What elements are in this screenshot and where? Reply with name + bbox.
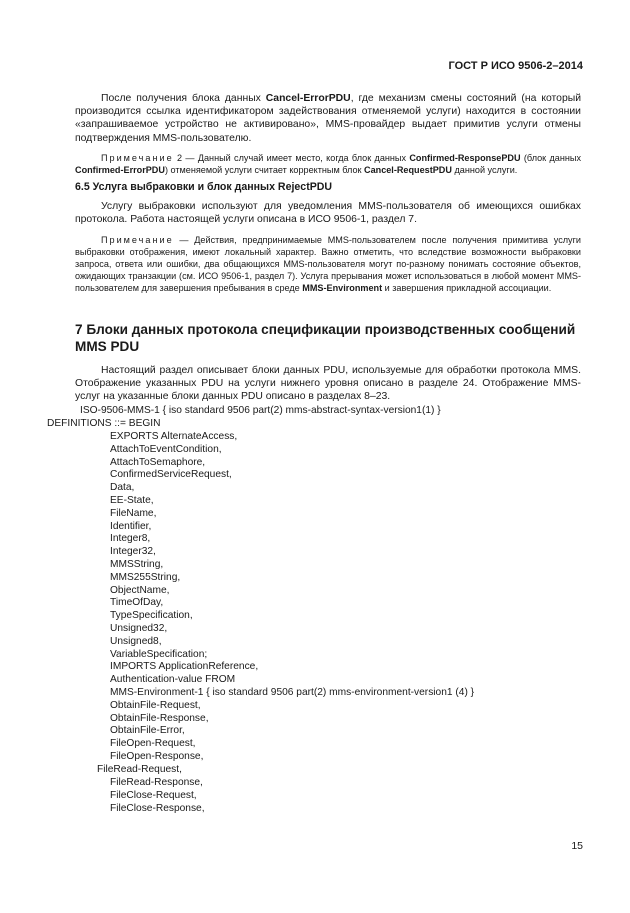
asn1-module-line: ISO-9506-MMS-1 { iso standard 9506 part(2) mms-abstract-syntax-version1(1) }	[80, 405, 441, 416]
code-line: VariableSpecification;	[110, 648, 208, 660]
code-line: Integer8,	[110, 533, 151, 545]
code-line: FileClose-Request,	[110, 789, 197, 801]
code-line: FileOpen-Response,	[110, 750, 204, 762]
code-line: TypeSpecification,	[110, 610, 193, 622]
code-line: ObtainFile-Request,	[110, 699, 201, 711]
code-line: AttachToEventCondition,	[110, 443, 222, 455]
code-line: Unsigned8,	[110, 635, 162, 647]
code-line: MMS255String,	[110, 571, 181, 583]
section-7-heading: 7 Блоки данных протокола спецификации производственных сообщений MMS PDU	[75, 322, 576, 354]
code-line: AttachToSemaphore,	[110, 456, 206, 468]
code-line: FileRead-Response,	[110, 777, 203, 788]
code-line: MMS-Environment-1 { iso standard 9506 part(2) mms-environment-version1 (4) }	[110, 686, 475, 698]
asn1-export-import-list	[110, 431, 474, 764]
paragraph-cancel-error: После получения блока данных Cancel-ErrorPDU, где механизм смены состояний (на который производится ссылка идентификатором задействования отменяемой услуги) находится в состоянии «запрашиваемое устройство не активировано», MMS-провайдер выдает примитив услуги отмены подтверждения MMS-пользователю.	[75, 93, 581, 144]
code-line: IMPORTS ApplicationReference,	[110, 661, 259, 673]
note-2: Примечание 2 — Данный случай имеет место, когда блок данных Confirmed-ResponsePDU (блок данных Confirmed-ErrorPDU) отменяемой услуги считает корректным блок Cancel-RequestPDU данной услуги.	[75, 153, 581, 175]
code-line: ObjectName,	[110, 584, 170, 596]
note-label: Примечание	[101, 153, 174, 163]
note-reject: Примечание — Действия, предпринимаемые MMS-пользователем после получения примитива услуги выбраковки отображения, имеют локальный характер. Важно отметить, что вследствие возможности выбраковки запроса, ответа или ошибки, два общающихся MMS-пользователя могут по-разному понимать состояние объектов, ожидающих транзакции (см. ИСО 9506-1, раздел 7). Услуга прерывания может использоваться в любой момент MMS-пользователем для завершения пребывания в среде MMS-Environment и завершения прикладной ассоциации.	[75, 235, 581, 293]
code-line: FileClose-Response,	[110, 802, 205, 814]
code-line: Integer32,	[110, 546, 156, 558]
asn1-outdented-line: FileRead-Request,	[97, 764, 182, 775]
paragraph-reject-service: Услугу выбраковки используют для уведомления MMS-пользователя об имеющихся ошибках протокола. Работа настоящей услуги описана в ИСО 9506-1, раздел 7.	[75, 201, 581, 226]
asn1-file-list	[110, 777, 205, 815]
code-line: Authentication-value FROM	[110, 674, 236, 686]
note-label: Примечание	[101, 235, 174, 245]
code-line: ObtainFile-Response,	[110, 712, 209, 724]
code-line: Unsigned32,	[110, 622, 168, 634]
code-line: FileOpen-Request,	[110, 738, 196, 750]
code-line: ConfirmedServiceRequest,	[110, 469, 232, 481]
code-line: MMSString,	[110, 558, 164, 570]
asn1-definitions-line: DEFINITIONS ::= BEGIN	[47, 418, 161, 429]
code-line: Data,	[110, 482, 135, 494]
document-header: ГОСТ Р ИСО 9506-2–2014	[448, 60, 583, 72]
paragraph-pdu-intro: Настоящий раздел описывает блоки данных PDU, используемые для обработки протокола MMS. Отображение указанных PDU на услуги нижнего уровня описано в разделе 24. Отображение MMS-услуг на указанные блоки данных PDU описано в разделах 8–23.	[75, 365, 581, 403]
code-line: EXPORTS AlternateAccess,	[110, 431, 238, 442]
page-number: 15	[571, 840, 583, 852]
code-line: FileName,	[110, 507, 157, 519]
code-line: TimeOfDay,	[110, 597, 164, 609]
code-line: Identifier,	[110, 520, 152, 532]
code-line: EE-State,	[110, 494, 154, 506]
term-cancel-errorpdu: Cancel-ErrorPDU	[265, 93, 351, 104]
section-6-5-heading: 6.5 Услуга выбраковки и блок данных RejectPDU	[75, 181, 333, 193]
code-line: ObtainFile-Error,	[110, 725, 185, 737]
